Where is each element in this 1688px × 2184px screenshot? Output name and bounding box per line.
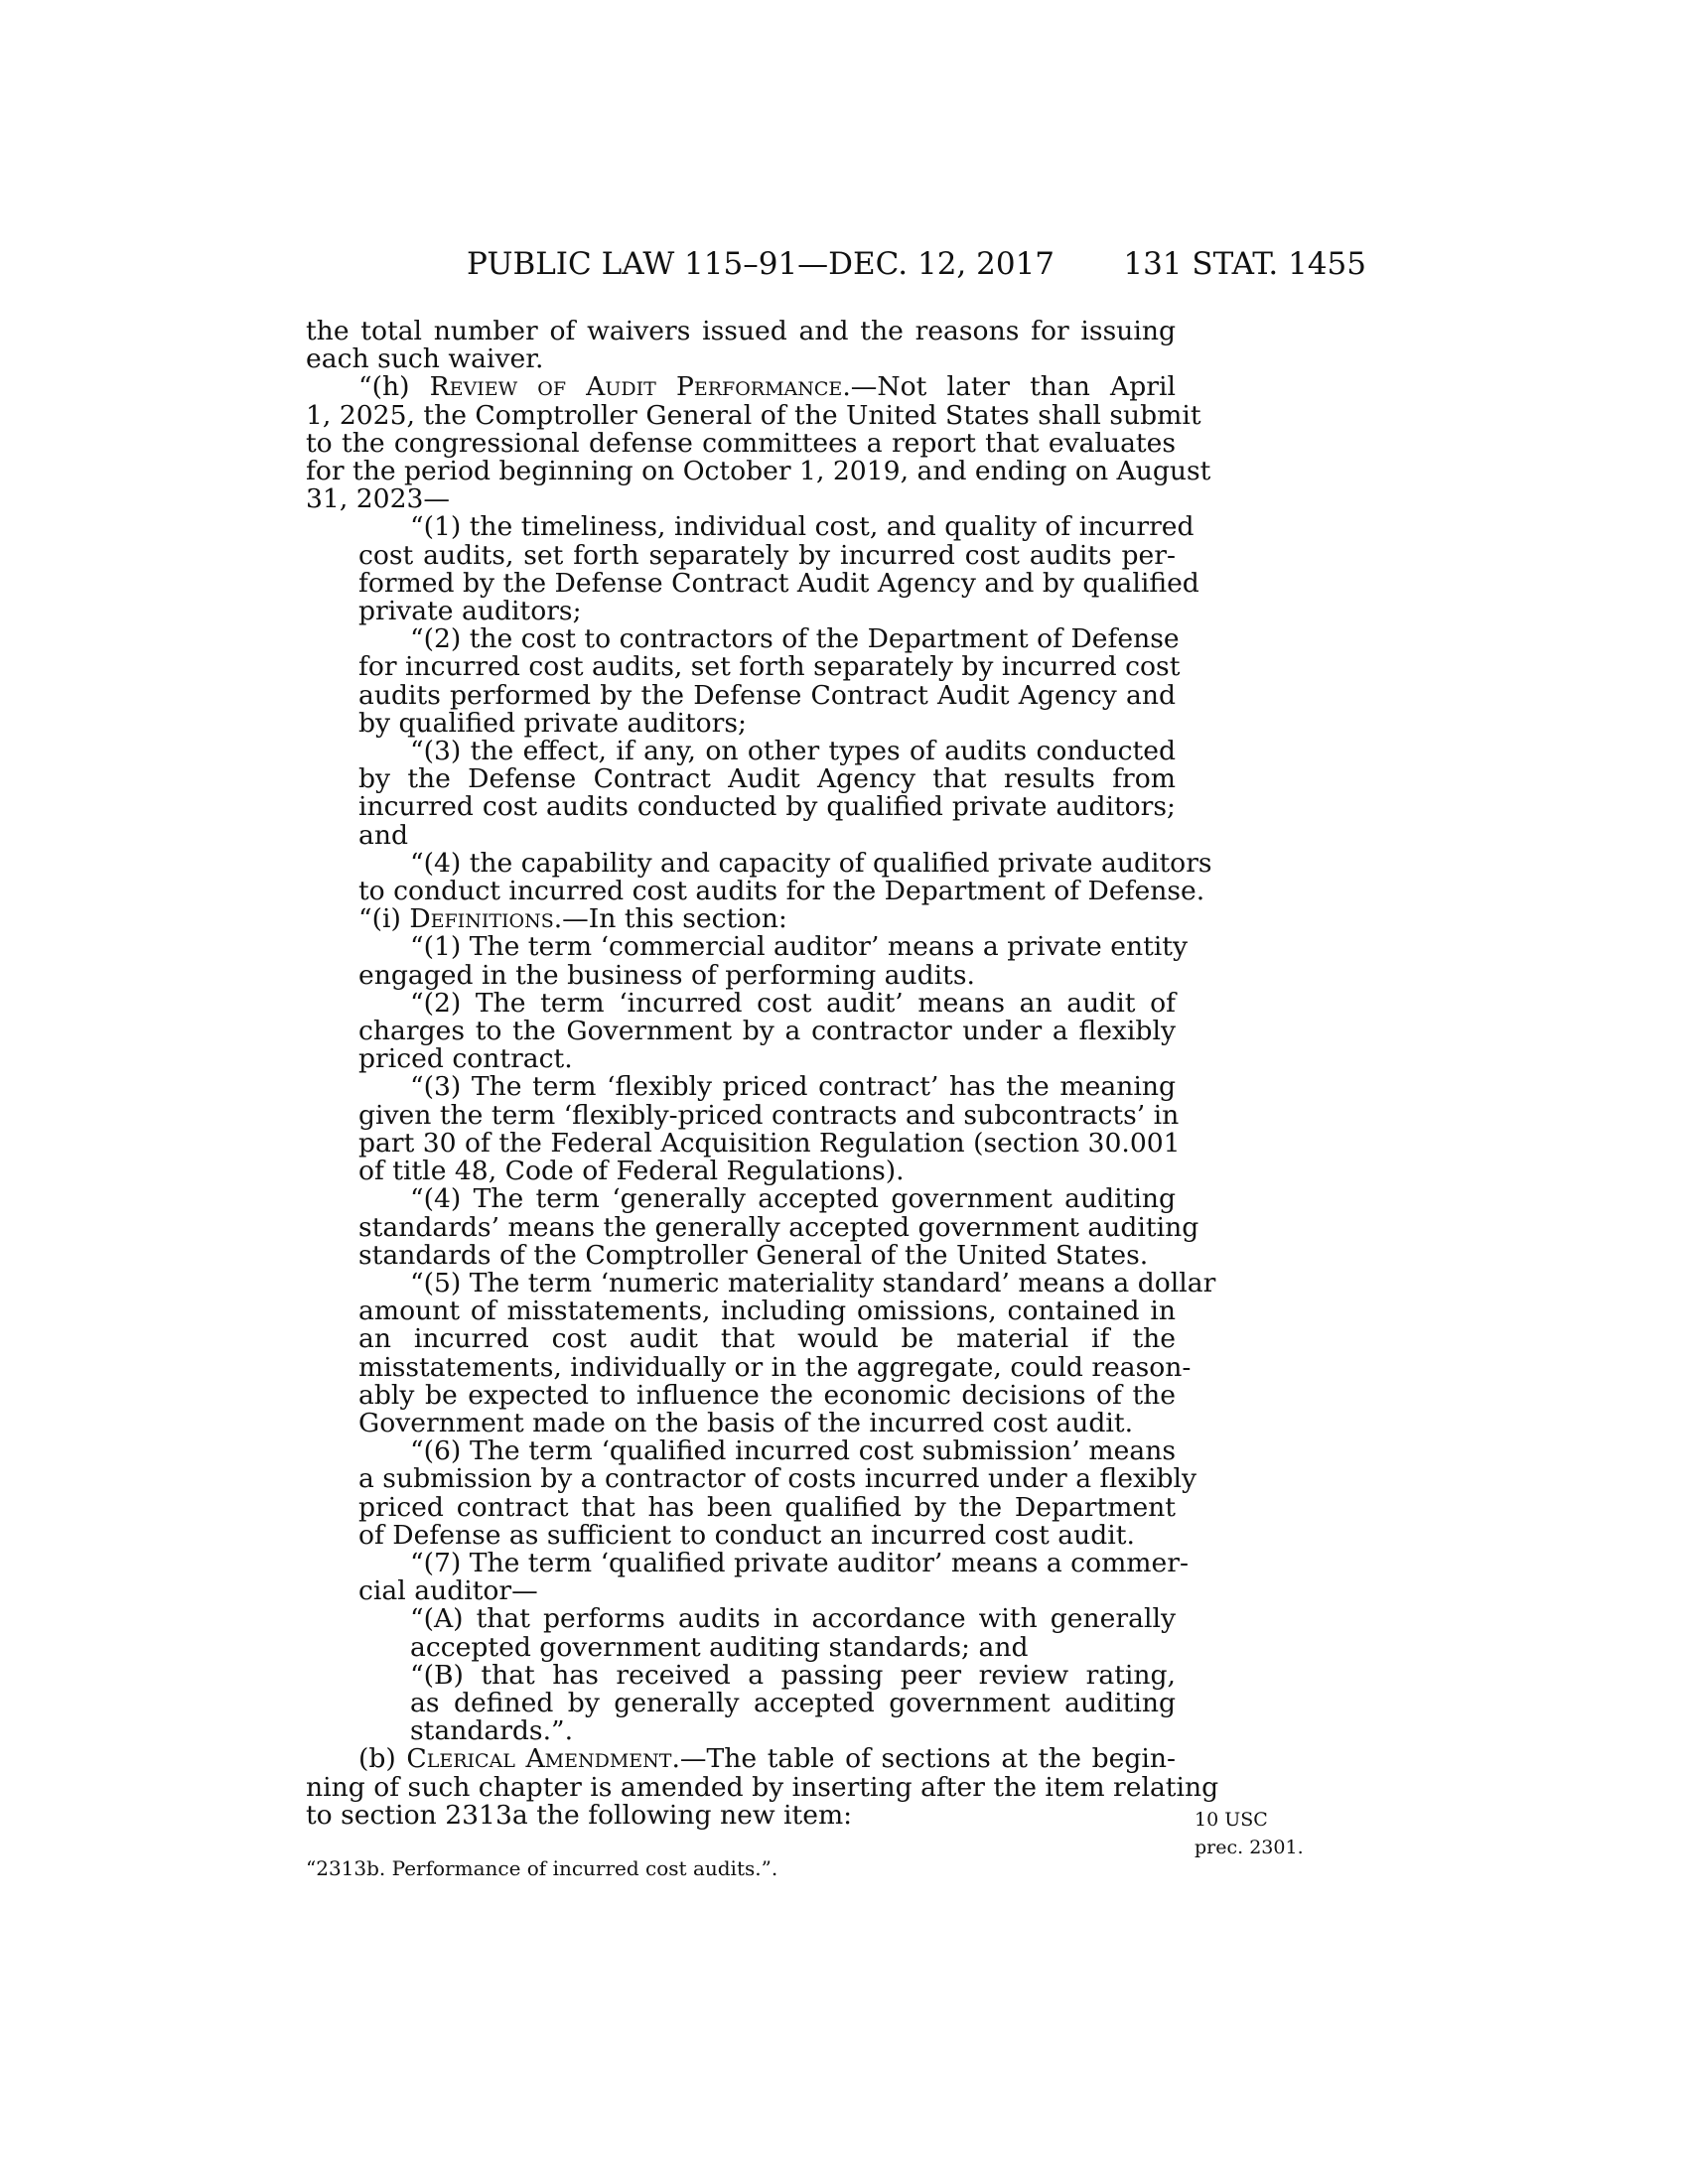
text-line: “(1) The term ‘commercial auditor’ means a private entity (410, 931, 1188, 963)
text-line: “(5) The term ‘numeric materiality standard’ means a dollar (410, 1267, 1216, 1298)
margin-note-line: prec. 2301. (1195, 1837, 1304, 1858)
text-line: “(2) The term ‘incurred cost audit’ means an audit of (410, 987, 1176, 1019)
text-line: 1, 2025, the Comptroller General of the United States shall submit (306, 399, 1201, 431)
text-line: the total number of waivers issued and the reasons for issuing (306, 316, 1176, 346)
text-line: Government made on the basis of the incurred cost audit. (358, 1407, 1134, 1438)
text-line: 31, 2023— (306, 483, 451, 515)
text-line: given the term ‘flexibly-priced contracts and subcontracts’ in (358, 1099, 1180, 1131)
text-line: for the period beginning on October 1, 2019, and ending on August (306, 456, 1211, 487)
text-line: standards of the Comptroller General of the United States. (358, 1239, 1149, 1271)
text-line: “(2) the cost to contractors of the Department of Defense (410, 623, 1180, 655)
text-line: cost audits, set forth separately by incurred cost audits per- (358, 539, 1176, 571)
text-line: “(6) The term ‘qualified incurred cost submission’ means (410, 1435, 1176, 1467)
text-line: cial auditor— (358, 1575, 538, 1607)
text-line: each such waiver. (306, 343, 544, 375)
text-line: standards’ means the generally accepted government auditing (358, 1211, 1199, 1243)
text-line: ning of such chapter is amended by inserting after the item relating (306, 1771, 1219, 1803)
text-line: and (358, 819, 409, 851)
text-line: “(4) the capability and capacity of qualified private auditors (410, 847, 1212, 879)
text-line: a submission by a contractor of costs incurred under a flexibly (358, 1463, 1197, 1495)
text-line: priced contract. (358, 1043, 573, 1075)
running-head (467, 246, 1366, 286)
text-line: by qualified private auditors; (358, 707, 747, 739)
text-line: amount of misstatements, including omissions, contained in (358, 1296, 1176, 1327)
margin-note-line: 10 USC (1195, 1809, 1268, 1831)
text-line: “(3) The term ‘flexibly priced contract’ has the meaning (410, 1071, 1176, 1103)
text-line: to section 2313a the following new item: (306, 1799, 853, 1831)
text-line: to conduct incurred cost audits for the Department of Defense. (358, 876, 1205, 907)
page-header-title: PUBLIC LAW 115–91—DEC. 12, 2017 (467, 246, 1055, 282)
section-text: .—The table of sections at the begin- (671, 1743, 1176, 1775)
body-text (306, 316, 1219, 1831)
text-line (306, 905, 1176, 933)
text-line: accepted government auditing standards; and (410, 1631, 1029, 1663)
section-heading: Review of Audit Performance (429, 371, 843, 403)
text-line: part 30 of the Federal Acquisition Regulation (section 30.001 (358, 1127, 1181, 1159)
text-line: incurred cost audits conducted by qualified private auditors; (358, 791, 1176, 823)
text-line: “(4) The term ‘generally accepted government auditing (410, 1183, 1176, 1215)
section-heading: Definitions (409, 903, 554, 935)
text-line: private auditors; (358, 596, 582, 627)
text-line: ably be expected to influence the economic decisions of the (358, 1379, 1176, 1411)
text-line: “(3) the effect, if any, on other types of audits conducted (410, 736, 1176, 767)
text-line: priced contract that has been qualified by the Department (358, 1491, 1176, 1523)
section-heading: Clerical Amendment (406, 1743, 672, 1775)
text-line: “(1) the timeliness, individual cost, and quality of incurred (410, 511, 1195, 543)
text-line (306, 373, 1176, 401)
section-number: “(i) (358, 903, 410, 935)
page-header-stat: 131 STAT. 1455 (1123, 246, 1366, 282)
text-line: “(A) that performs audits in accordance with generally (410, 1603, 1176, 1635)
text-line: by the Defense Contract Audit Agency that results from (358, 763, 1176, 795)
section-text: .—In this section: (553, 903, 787, 935)
text-line: as defined by generally accepted government auditing (410, 1687, 1176, 1718)
text-line: formed by the Defense Contract Audit Agency and by qualified (358, 567, 1199, 599)
text-line: “(B) that has received a passing peer review rating, (410, 1659, 1176, 1691)
section-text: .—Not later than April (842, 371, 1176, 403)
text-line: standards.”. (410, 1715, 574, 1747)
text-line: engaged in the business of performing audits. (358, 959, 975, 991)
table-of-sections-item: “2313b. Performance of incurred cost audits.”. (306, 1856, 778, 1880)
text-line: misstatements, individually or in the aggregate, could reason- (358, 1351, 1192, 1383)
text-line: charges to the Government by a contractor under a flexibly (358, 1016, 1176, 1047)
text-line: “(7) The term ‘qualified private auditor’ means a commer- (410, 1547, 1189, 1578)
text-line: for incurred cost audits, set forth separately by incurred cost (358, 651, 1181, 683)
text-line (306, 1745, 1176, 1773)
text-line: of Defense as sufficient to conduct an incurred cost audit. (358, 1519, 1135, 1551)
margin-note (1195, 1806, 1304, 1861)
text-line: of title 48, Code of Federal Regulations). (358, 1156, 905, 1187)
section-number: “(h) (358, 371, 430, 403)
text-line: an incurred cost audit that would be material if the (358, 1323, 1176, 1355)
text-line: audits performed by the Defense Contract Audit Agency and (358, 679, 1176, 711)
text-line: to the congressional defense committees a report that evaluates (306, 427, 1176, 459)
section-number: (b) (358, 1743, 407, 1775)
